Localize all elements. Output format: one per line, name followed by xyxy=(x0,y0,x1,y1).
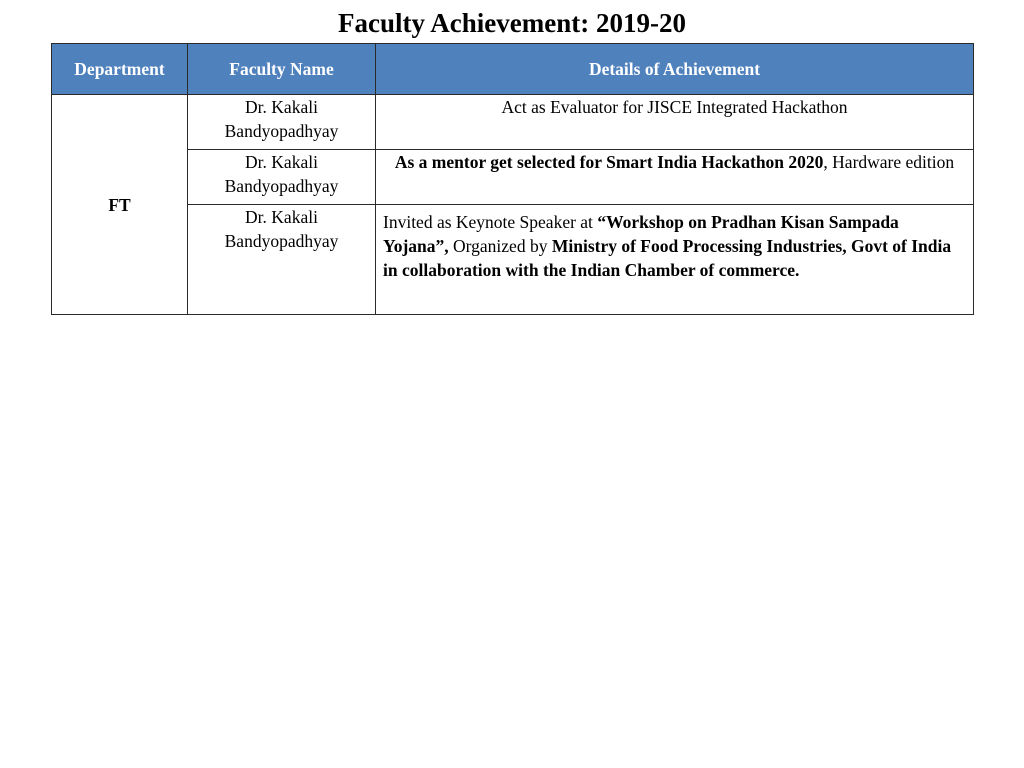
header-department: Department xyxy=(52,44,188,95)
organizer-text: Ministry of Food Processing Industries, Govt of India in collaboration with the Indian Chamber of commerce. xyxy=(383,236,952,280)
faculty-name-line1: Dr. Kakali xyxy=(245,152,318,172)
faculty-name-line1: Dr. Kakali xyxy=(245,97,318,117)
department-cell: FT xyxy=(52,95,188,315)
detail-text: , Hardware edition xyxy=(823,152,955,172)
workshop-name-text: “Workshop on Pradhan Kisan Sampada Yojana”, xyxy=(383,212,899,256)
page-title: Faculty Achievement: 2019-20 xyxy=(338,8,686,38)
faculty-name-line1: Dr. Kakali xyxy=(245,207,318,227)
table-header-row xyxy=(52,44,974,95)
faculty-name-line2: Bandyopadhyay xyxy=(224,231,339,251)
achievement-detail-cell xyxy=(376,150,974,205)
table-row xyxy=(52,150,974,205)
table-row xyxy=(52,205,974,315)
table-row xyxy=(52,95,974,150)
header-details: Details of Achievement xyxy=(376,44,974,95)
faculty-name-cell xyxy=(188,205,376,315)
achievement-table xyxy=(51,43,974,315)
detail-text: Invited as Keynote Speaker at xyxy=(383,212,598,232)
faculty-name-cell xyxy=(188,150,376,205)
detail-text: Organized by xyxy=(448,236,552,256)
faculty-name-cell xyxy=(188,95,376,150)
faculty-name-line2: Bandyopadhyay xyxy=(224,176,339,196)
achievement-detail-cell: Act as Evaluator for JISCE Integrated Hackathon xyxy=(376,95,974,150)
detail-bold-text: As a mentor get selected for Smart India Hackathon 2020 xyxy=(394,152,824,172)
achievement-detail-cell xyxy=(376,205,974,315)
header-faculty-name: Faculty Name xyxy=(188,44,376,95)
faculty-name-line2: Bandyopadhyay xyxy=(224,121,339,141)
